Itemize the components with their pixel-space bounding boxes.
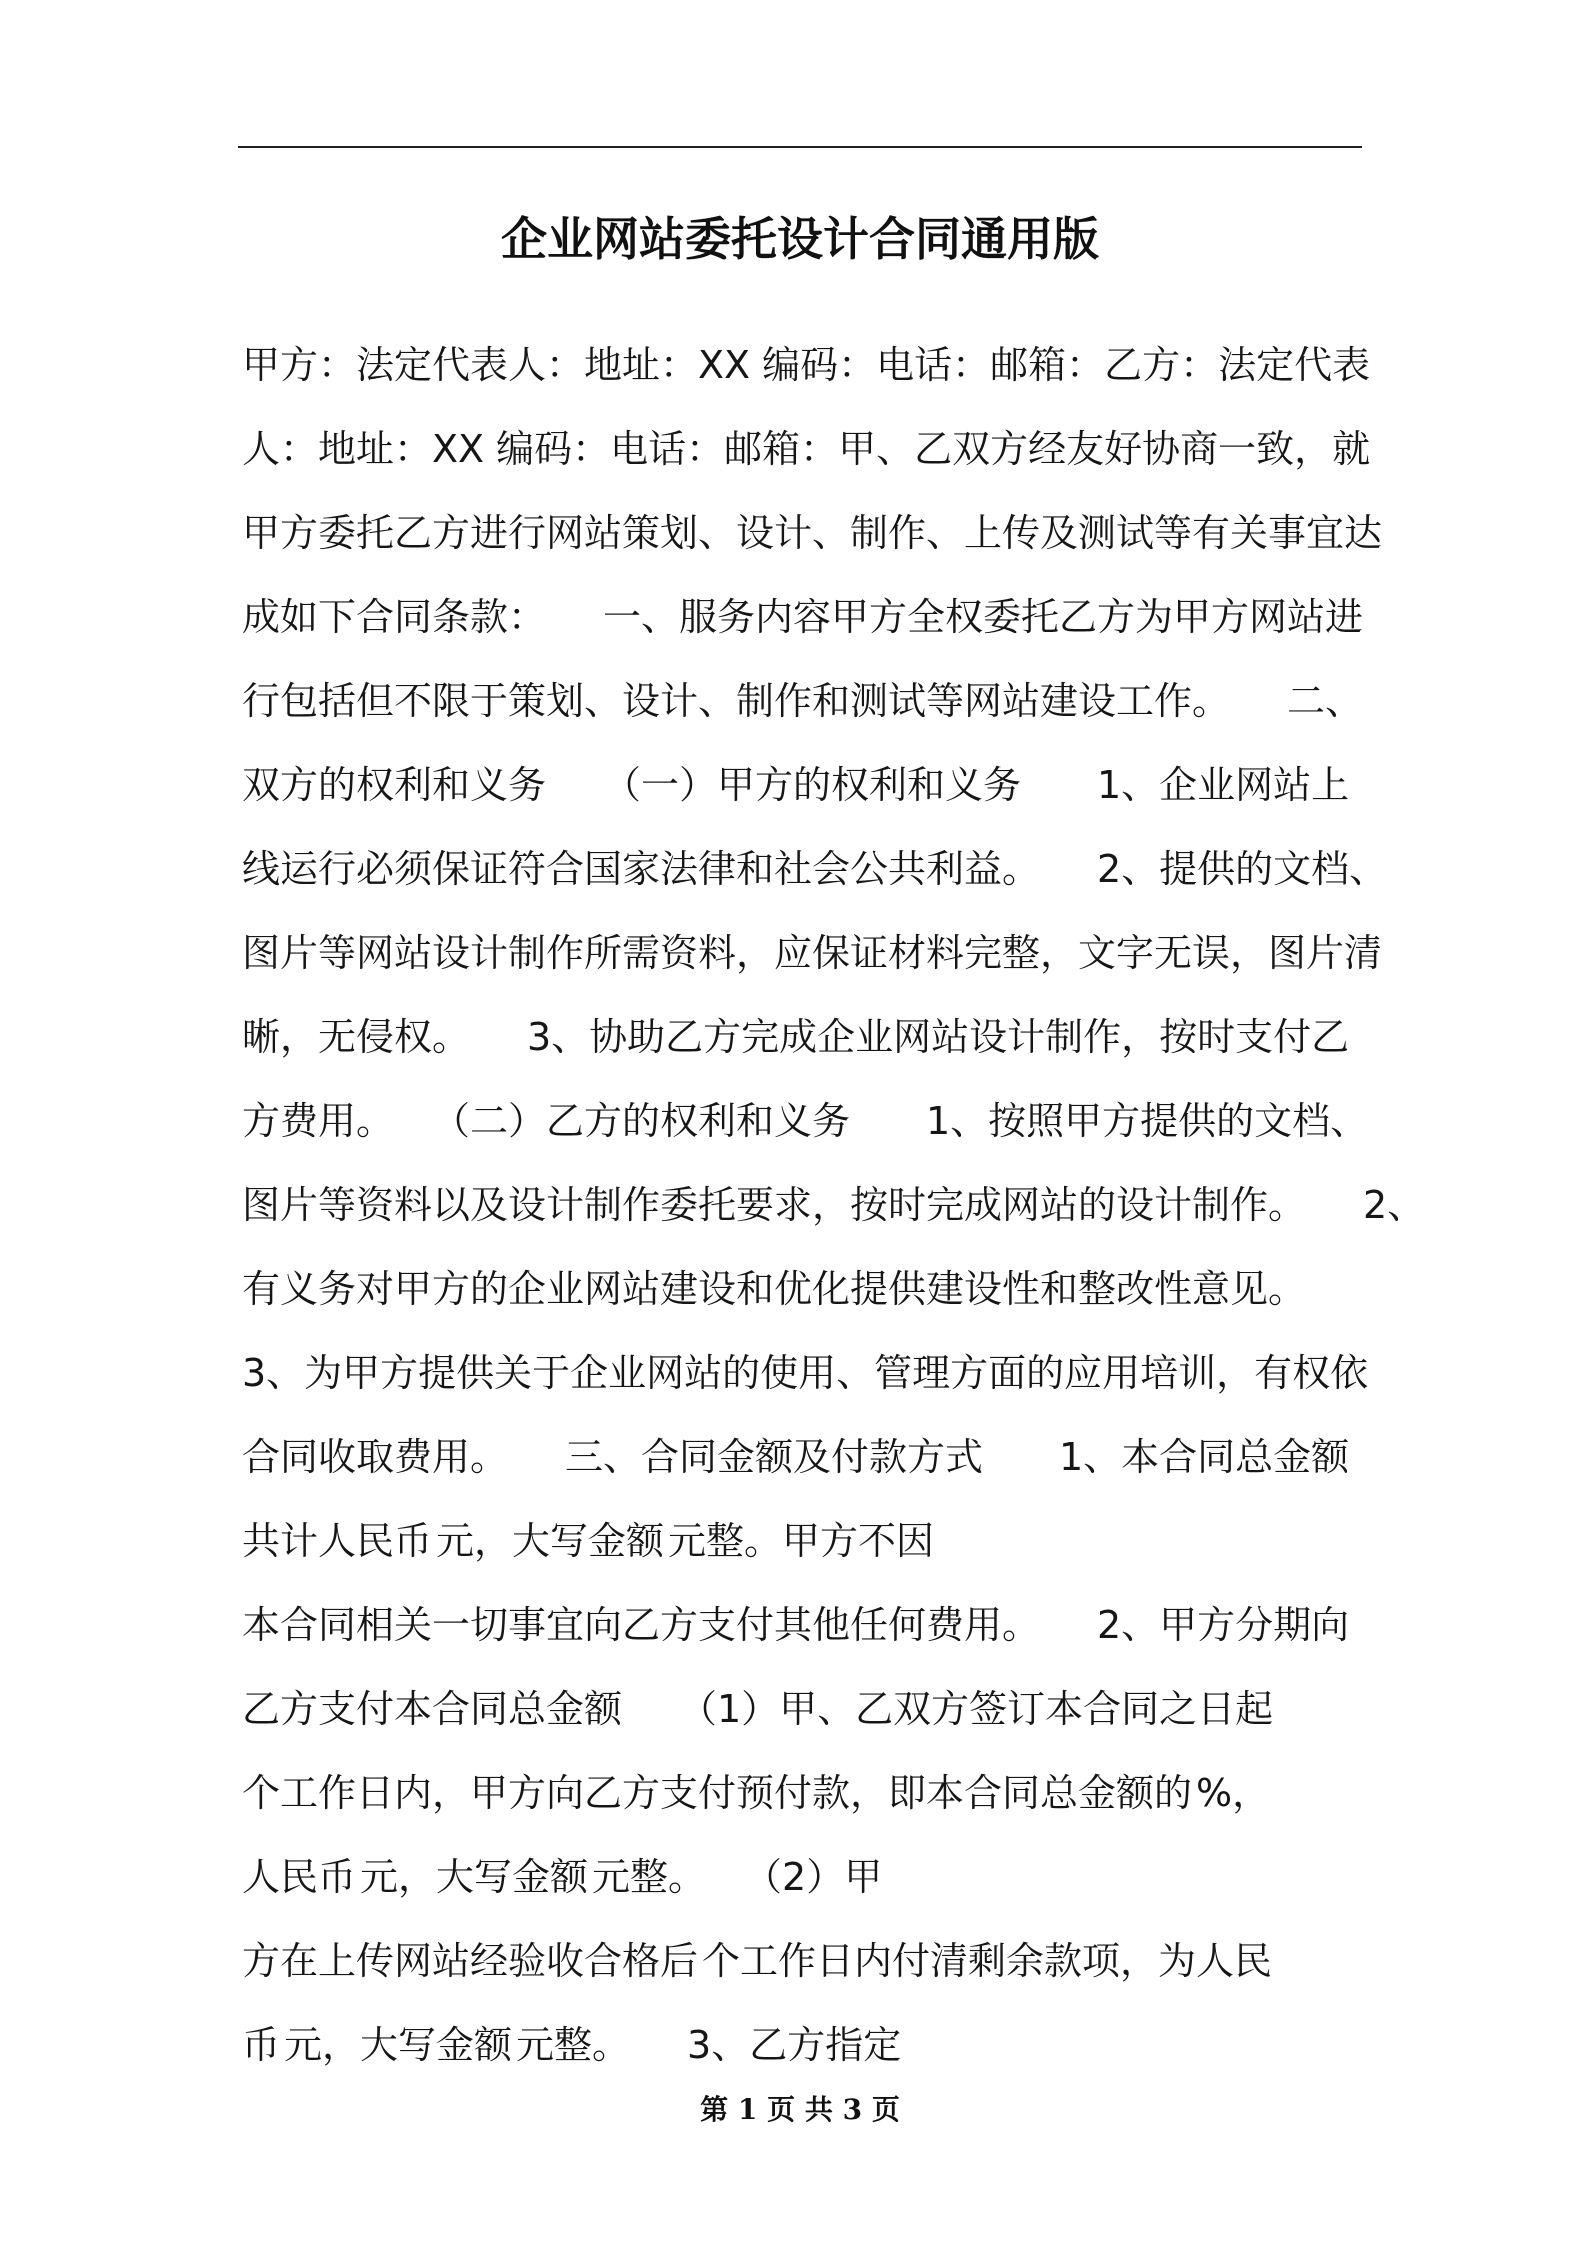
text-line: 3、为甲方提供关于企业网站的使用、管理方面的应用培训，有权依 <box>242 1351 1369 1395</box>
header-rule <box>238 146 1362 148</box>
document-title: 企业网站委托设计合同通用版 <box>501 212 1099 266</box>
text-line: 乙方支付本合同总金额 （1）甲、乙双方签订本合同之日起 <box>242 1687 1274 1731</box>
text-line: 共计人民币 元，大写金额 元整。甲方不因 <box>242 1519 935 1563</box>
page-number: 第 1 页 共 3 页 <box>700 2093 900 2126</box>
text-line: 有义务对甲方的企业网站建设和优化提供建设性和整改性意见。 <box>242 1267 1307 1311</box>
text-line: 币 元，大写金额 元整。 3、乙方指定 <box>242 2023 902 2067</box>
text-line: 晰，无侵权。 3、协助乙方完成企业网站设计制作，按时支付乙 <box>242 1015 1350 1059</box>
text-line: 方费用。 （二）乙方的权利和义务 1、按照甲方提供的文档、 <box>242 1099 1369 1143</box>
text-line: 人：地址：XX 编码：电话：邮箱：甲、乙双方经友好协商一致，就 <box>242 427 1371 471</box>
text-line: 线运行必须保证符合国家法律和社会公共利益。 2、提供的文档、 <box>242 847 1388 891</box>
text-line: 合同收取费用。 三、合同金额及付款方式 1、本合同总金额 <box>242 1435 1350 1479</box>
text-line: 人民币 元，大写金额 元整。 （2）甲 <box>242 1855 883 1899</box>
text-line: 甲方：法定代表人：地址：XX 编码：电话：邮箱：乙方：法定代表 <box>242 343 1371 387</box>
text-line: 本合同相关一切事宜向乙方支付其他任何费用。 2、甲方分期向 <box>242 1603 1350 1647</box>
text-line: 图片等资料以及设计制作委托要求，按时完成网站的设计制作。 2、 <box>242 1183 1426 1227</box>
text-line: 方在上传网站经验收合格后 个工作日内付清剩余款项，为人民 <box>242 1939 1273 1983</box>
text-line: 图片等网站设计制作所需资料，应保证材料完整，文字无误，图片清 <box>242 931 1383 975</box>
text-line: 甲方委托乙方进行网站策划、设计、制作、上传及测试等有关事宜达 <box>242 511 1383 555</box>
text-line: 个工作日内，甲方向乙方支付预付款，即本合同总金额的 %， <box>242 1771 1271 1815</box>
document-body <box>242 323 1426 2087</box>
text-line: 行包括但不限于策划、设计、制作和测试等网站建设工作。 二、 <box>242 679 1364 723</box>
text-line: 成如下合同条款： 一、服务内容甲方全权委托乙方为甲方网站进 <box>242 595 1364 639</box>
text-line: 双方的权利和义务 （一）甲方的权利和义务 1、企业网站上 <box>242 763 1350 807</box>
